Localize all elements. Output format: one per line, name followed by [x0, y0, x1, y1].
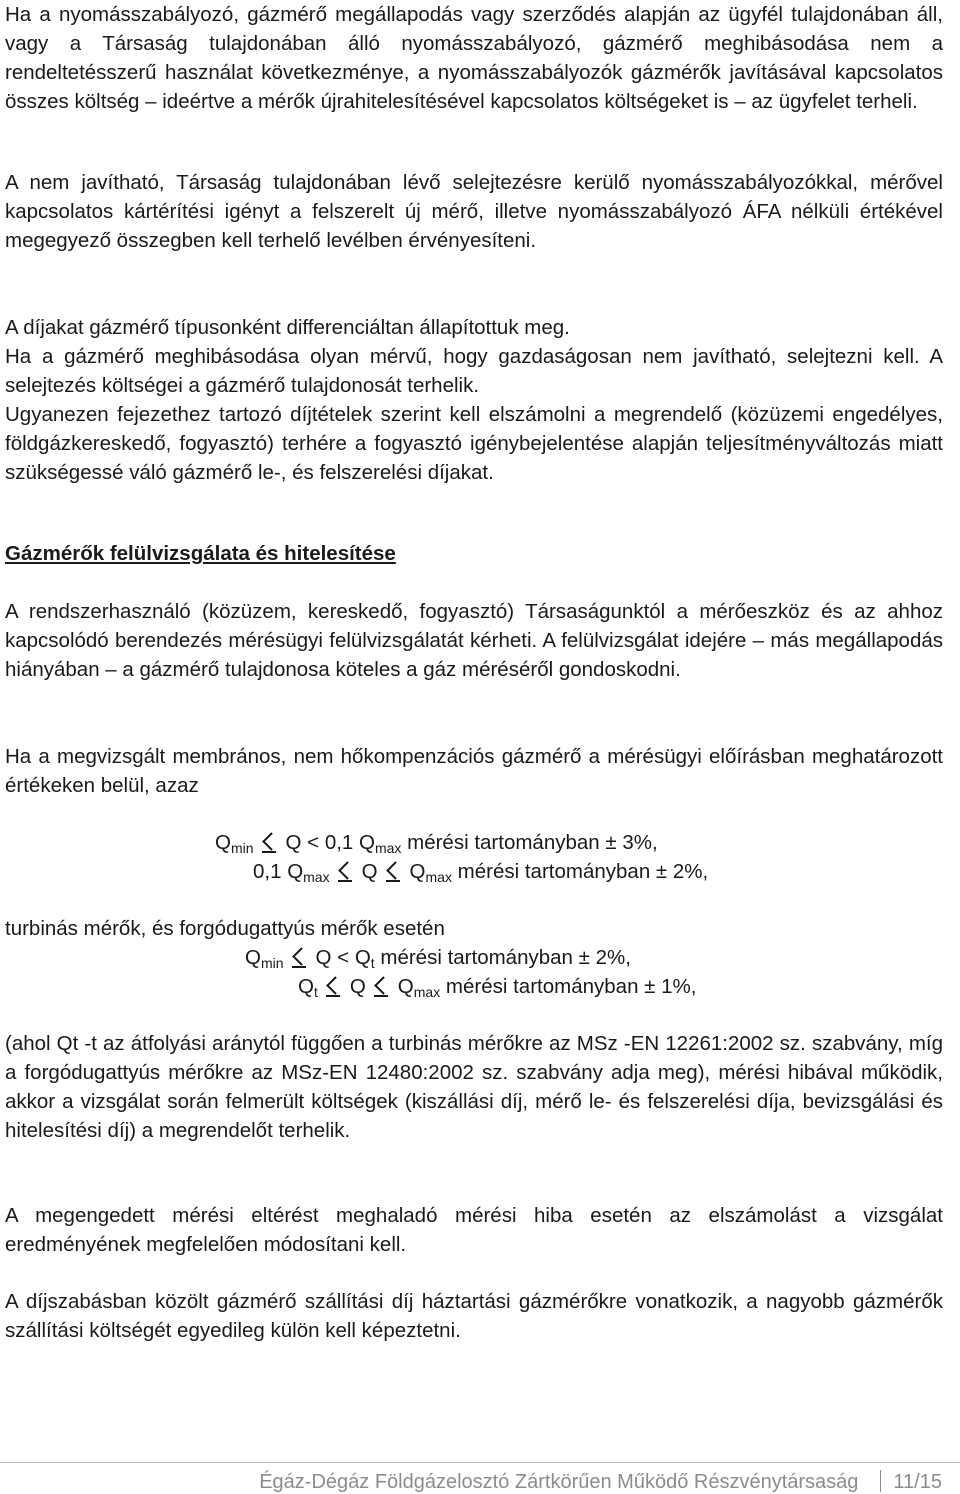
- paragraph-scrapping: Ha a gázmérő meghibásodása olyan mérvű, hogy gazdaságosan nem javítható, selejtezni kell. A selejtezés költségei a gázmérő tulajdonosát terhelik.: [5, 345, 943, 397]
- paragraph-billing: Ugyanezen fejezethez tartozó díjtételek szerint kell elszámolni a megrendelő (közüzemi engedélyes, földgázkereskedő, fogyasztó) terhére a fogyasztó igénybejelentése alapján teljesítményváltozás miatt szükségessé váló gázmérő le-, és felszerelési díjakat.: [5, 403, 943, 484]
- paragraph-standards: (ahol Qt -t az átfolyási aránytól függően a turbinás mérőkre az MSz -EN 12261:2002 sz. szabvány, míg a forgódugattyús mérőkre az MSz-EN 12480:2002 sz. szabvány adja meg), mérési hibával működik, akkor a vizsgálat során felmerült költségek (kiszállási díj, mérő le- és felszerelési díja, bevizsgálási és hitelesítési díj) a megrendelőt terhelik.: [5, 1032, 943, 1142]
- footer-separator: [880, 1470, 881, 1492]
- less-than-or-equal-icon: [291, 949, 307, 965]
- formula-range-2: 0,1 $Q_{max}$ Q $Q_{max}$ mérési tartományban ± 2%,: [253, 860, 709, 885]
- footer-company: Égáz-Dégáz Földgázelosztó Zártkörűen Működő Részvénytársaság: [259, 1471, 859, 1493]
- less-than-or-equal-icon: [373, 978, 389, 994]
- less-than-or-equal-icon: [385, 863, 401, 879]
- paragraph-measurement-error: A megengedett mérési eltérést meghaladó mérési hiba esetén az elszámolást a vizsgálat eredményének megfelelően módosítani kell.: [5, 1204, 943, 1256]
- paragraph-fees-differentiated: A díjakat gázmérő típusonként differenciáltan állapítottuk meg.: [5, 316, 570, 339]
- formula-range-1: $Q_{min}$ Q < 0,1 $Q_{max}$ mérési tartományban ± 3%,: [215, 831, 658, 856]
- paragraph-transport-fee: A díjszabásban közölt gázmérő szállítási díj háztartási gázmérőkre vonatkozik, a nagyobb gázmérők szállítási költségét egyedileg külön kell képeztetni.: [5, 1290, 943, 1342]
- page-footer: [259, 1470, 942, 1494]
- paragraph-repair-costs: Ha a nyomásszabályozó, gázmérő megállapodás vagy szerződés alapján az ügyfél tulajdonában áll, vagy a Társaság tulajdonában álló nyomásszabályozó, gázmérő meghibásodása nem a rendeltetésszerű használat következménye, a nyomásszabályozók gázmérők javításával kapcsolatos összes költség – ideértve a mérők újrahitelesítésével kapcsolatos költségeket is – az ügyfelet terheli.: [5, 3, 943, 113]
- section-heading: Gázmérők felülvizsgálata és hitelesítése: [5, 542, 396, 565]
- less-than-or-equal-icon: [337, 863, 353, 879]
- paragraph-damage-claim: A nem javítható, Társaság tulajdonában lévő selejtezésre kerülő nyomásszabályozókkal, mérővel kapcsolatos kártérítési igényt a felszerelt új mérő, illetve nyomásszabályozó ÁFA nélküli értékével megegyező összegben kell terhelő levélben érvényesíteni.: [5, 171, 943, 252]
- formula-range-3: $Q_{min}$ $Q < Q_t$ mérési tartományban ± 2%,: [245, 946, 631, 971]
- footer-divider: [0, 1462, 960, 1463]
- less-than-or-equal-icon: [261, 834, 277, 850]
- paragraph-membrane-meter: Ha a megvizsgált membrános, nem hőkompenzációs gázmérő a mérésügyi előírásban meghatározott értékeken belül, azaz: [5, 745, 943, 797]
- page-number: 11/15: [893, 1471, 942, 1493]
- paragraph-turbine-meters: turbinás mérők, és forgódugattyús mérők esetén: [5, 917, 445, 940]
- paragraph-inspection-request: A rendszerhasználó (közüzem, kereskedő, fogyasztó) Társaságunktól a mérőeszköz és az ahhoz kapcsolódó berendezés mérésügyi felülvizsgálatát kérheti. A felülvizsgálat idejére – más megállapodás hiányában – a gázmérő tulajdonosa köteles a gáz méréséről gondoskodni.: [5, 600, 943, 681]
- formula-range-4: $Q_t$ Q $Q_{max}$ mérési tartományban ± 1%,: [298, 975, 697, 1000]
- less-than-or-equal-icon: [325, 978, 341, 994]
